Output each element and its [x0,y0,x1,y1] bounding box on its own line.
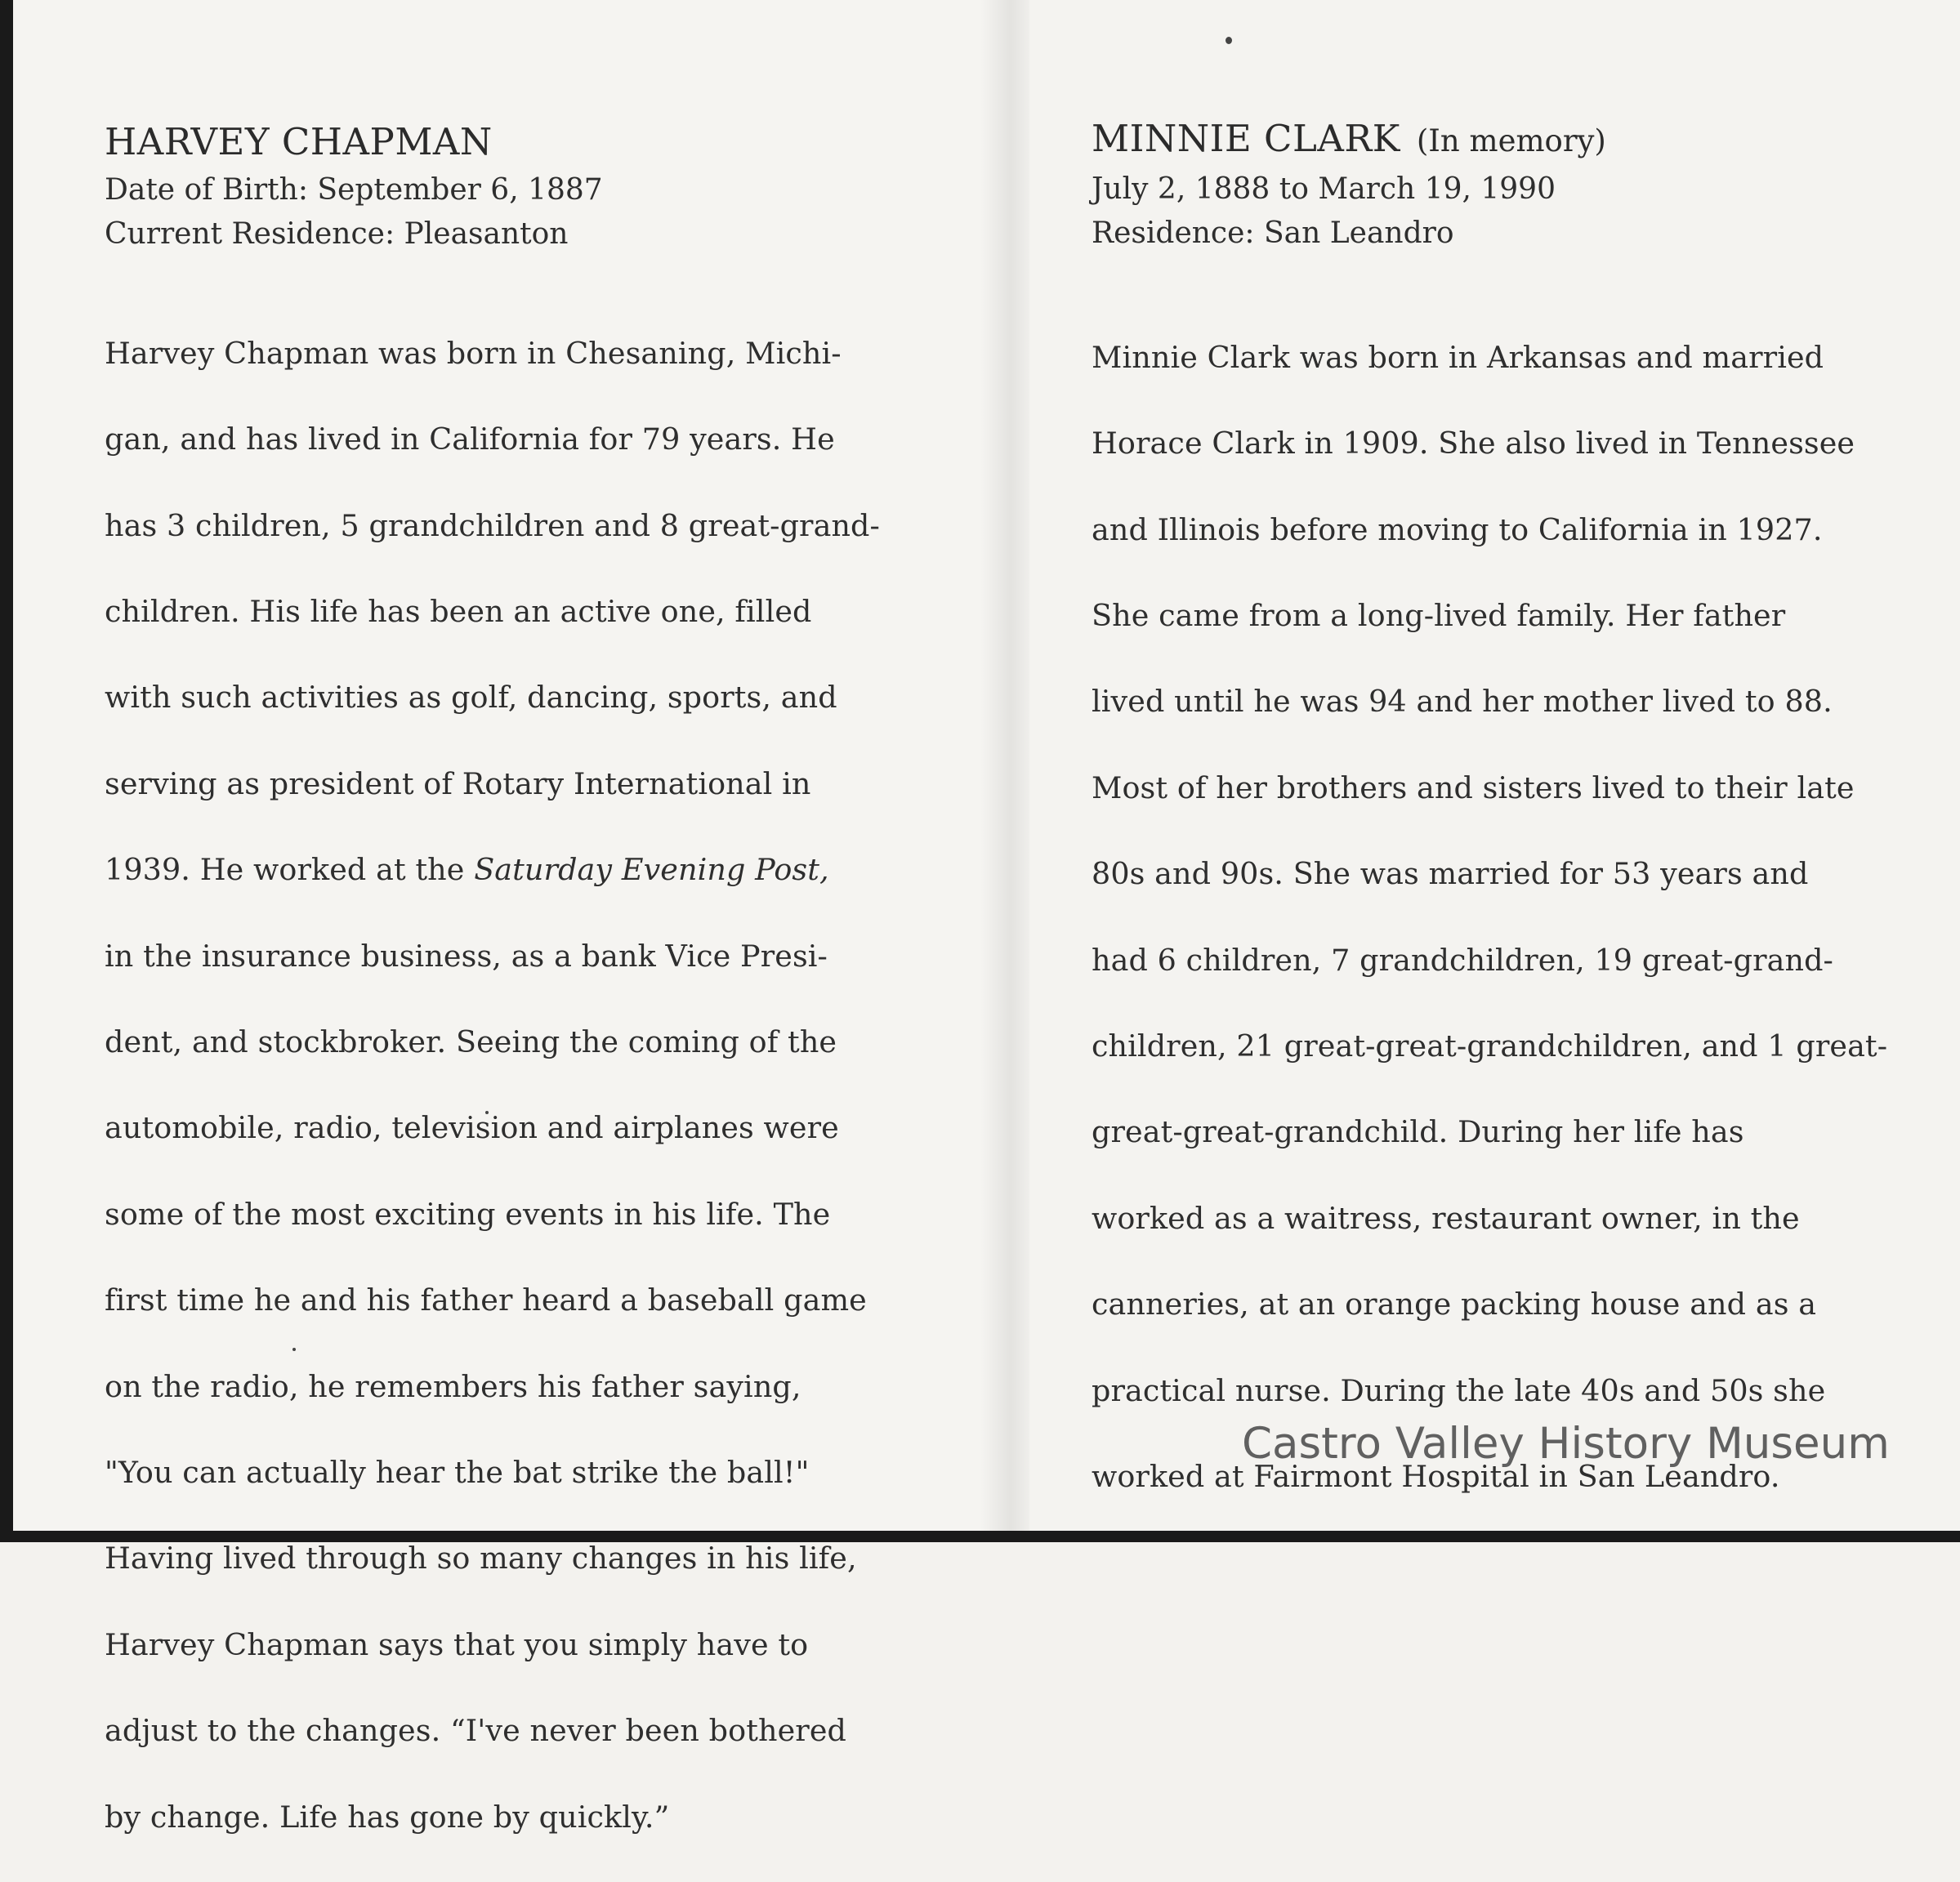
entry-name: HARVEY CHAPMAN [105,120,493,163]
bio-line: gan, and has lived in California for 79 years. He [105,421,835,457]
bio-line: with such activities as golf, dancing, sports, and [105,680,837,716]
bio-line: serving as president of Rotary International in [105,765,811,801]
bio-line: lived until he was 94 and her mother lived to 88. [1092,684,1833,720]
biography-text [105,289,905,1882]
bio-line: Most of her brothers and sisters lived to their late [1092,769,1855,805]
bio-line: worked at Fairmont Hospital in San Leandro. [1092,1458,1780,1494]
bio-line: 80s and 90s. She was married for 53 years and [1092,856,1809,892]
bio-line: in the insurance business, as a bank Vice Presi- [105,938,828,974]
biography-text [1092,293,1892,1541]
bio-line: Harvey Chapman was born in Chesaning, Michi- [105,335,842,371]
bio-line: and Illinois before moving to California in 1927. [1092,511,1823,547]
bio-line: "You can actually hear the bat strike the ball!" [105,1454,810,1490]
residence-line: Residence: San Leandro [1092,216,1454,250]
bio-line: practical nurse. During the late 40s and 50s she [1092,1372,1826,1408]
bio-line: some of the most exciting events in his life. The [105,1196,831,1232]
bio-line: on the radio, he remembers his father saying, [105,1368,801,1404]
bio-line: 1939. He worked at the Saturday Evening Post, [105,852,829,888]
bio-line: canneries, at an orange packing house and as a [1092,1287,1817,1322]
bio-line: She came from a long-lived family. Her father [1092,597,1786,633]
book-gutter [980,0,1029,1531]
entry-name-heading [1092,113,1892,167]
bio-line: first time he and his father heard a baseball game [105,1282,867,1318]
residence-line: Current Residence: Pleasanton [105,217,569,251]
entry-name: MINNIE CLARK [1092,117,1400,160]
life-dates-line: July 2, 1888 to March 19, 1990 [1092,172,1556,206]
bio-line: Harvey Chapman says that you simply have to [105,1626,809,1662]
harvey-chapman-entry [105,116,905,1882]
publication-title: Saturday Evening Post, [474,852,829,888]
bio-line: dent, and stockbroker. Seeing the coming of the [105,1024,837,1059]
bio-line: automobile, radio, television and airplanes were [105,1110,839,1146]
bio-line: Having lived through so many changes in his life, [105,1541,857,1577]
minnie-clark-entry [1092,113,1892,1541]
bio-line: adjust to the changes. “I've never been bothered [105,1713,847,1749]
ink-speck [1226,37,1232,44]
museum-watermark: Castro Valley History Museum [1242,1419,1890,1469]
bio-line: children, 21 great-great-grandchildren, and 1 great- [1092,1028,1888,1064]
bio-line: Minnie Clark was born in Arkansas and married [1092,339,1824,375]
birth-date-line: Date of Birth: September 6, 1887 [105,173,603,207]
bio-line: Horace Clark in 1909. She also lived in Tennessee [1092,426,1855,462]
memorial-note: (In memory) [1416,123,1606,158]
bio-line: has 3 children, 5 grandchildren and 8 great-grand- [105,507,880,543]
scan-edge-left [0,0,13,1542]
bio-line: had 6 children, 7 grandchildren, 19 great-grand- [1092,942,1833,978]
bio-line: children. His life has been an active one, filled [105,593,812,629]
bio-line: by change. Life has gone by quickly.” [105,1799,670,1835]
bio-line: worked as a waitress, restaurant owner, in the [1092,1200,1800,1236]
bio-line: great-great-grandchild. During her life has [1092,1114,1744,1150]
